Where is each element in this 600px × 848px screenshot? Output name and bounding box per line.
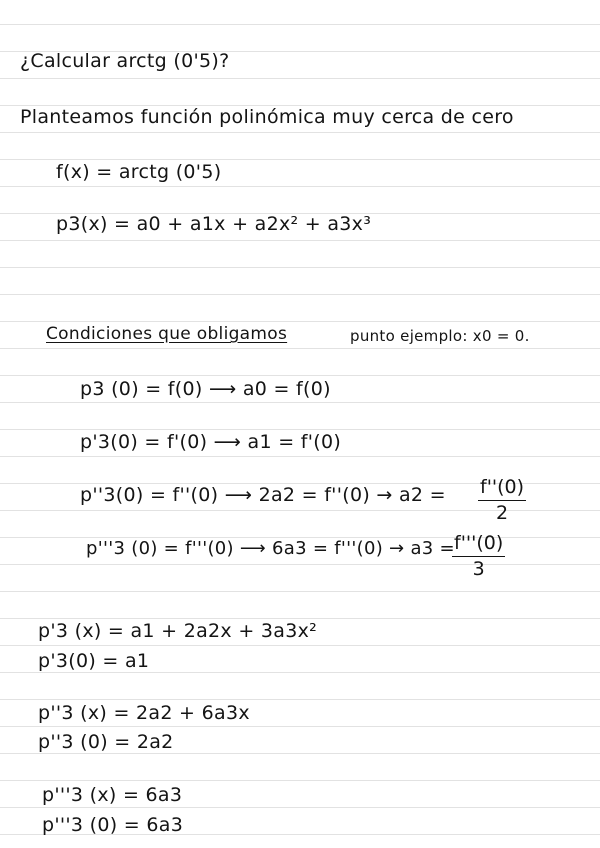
derivative-line: p''3 (0) = 2a2	[38, 731, 174, 753]
fraction-numerator: f''(0)	[478, 478, 526, 501]
function-definition: f(x) = arctg (0'5)	[56, 161, 222, 183]
intro-text: Planteamos función polinómica muy cerca de cero	[20, 106, 514, 128]
derivative-line: p''3 (x) = 2a2 + 6a3x	[38, 702, 250, 724]
example-point: punto ejemplo: x0 = 0.	[350, 327, 530, 345]
fraction-denominator: 2	[495, 502, 509, 524]
condition-line: p3 (0) = f(0) ⟶ a0 = f(0)	[80, 378, 331, 400]
derivative-line: p'3 (x) = a1 + 2a2x + 3a3x²	[38, 620, 318, 642]
heading-question: ¿Calcular arctg (0'5)?	[20, 50, 230, 72]
fraction-a2	[478, 478, 526, 523]
fraction-denominator: 3	[472, 558, 485, 580]
fraction-a3	[452, 534, 505, 579]
derivative-line: p'''3 (0) = 6a3	[42, 814, 184, 836]
derivative-line: p'''3 (x) = 6a3	[42, 784, 183, 806]
condition-line: p'3(0) = f'(0) ⟶ a1 = f'(0)	[80, 431, 342, 453]
conditions-title: Condiciones que obligamos	[46, 324, 288, 344]
condition-line: p''3(0) = f''(0) ⟶ 2a2 = f''(0) → a2 =	[80, 484, 446, 506]
derivative-line: p'3(0) = a1	[38, 650, 150, 672]
fraction-numerator: f'''(0)	[452, 534, 505, 557]
condition-line: p'''3 (0) = f'''(0) ⟶ 6a3 = f'''(0) → a3 =	[86, 538, 455, 559]
polynomial-definition: p3(x) = a0 + a1x + a2x² + a3x³	[56, 213, 372, 235]
